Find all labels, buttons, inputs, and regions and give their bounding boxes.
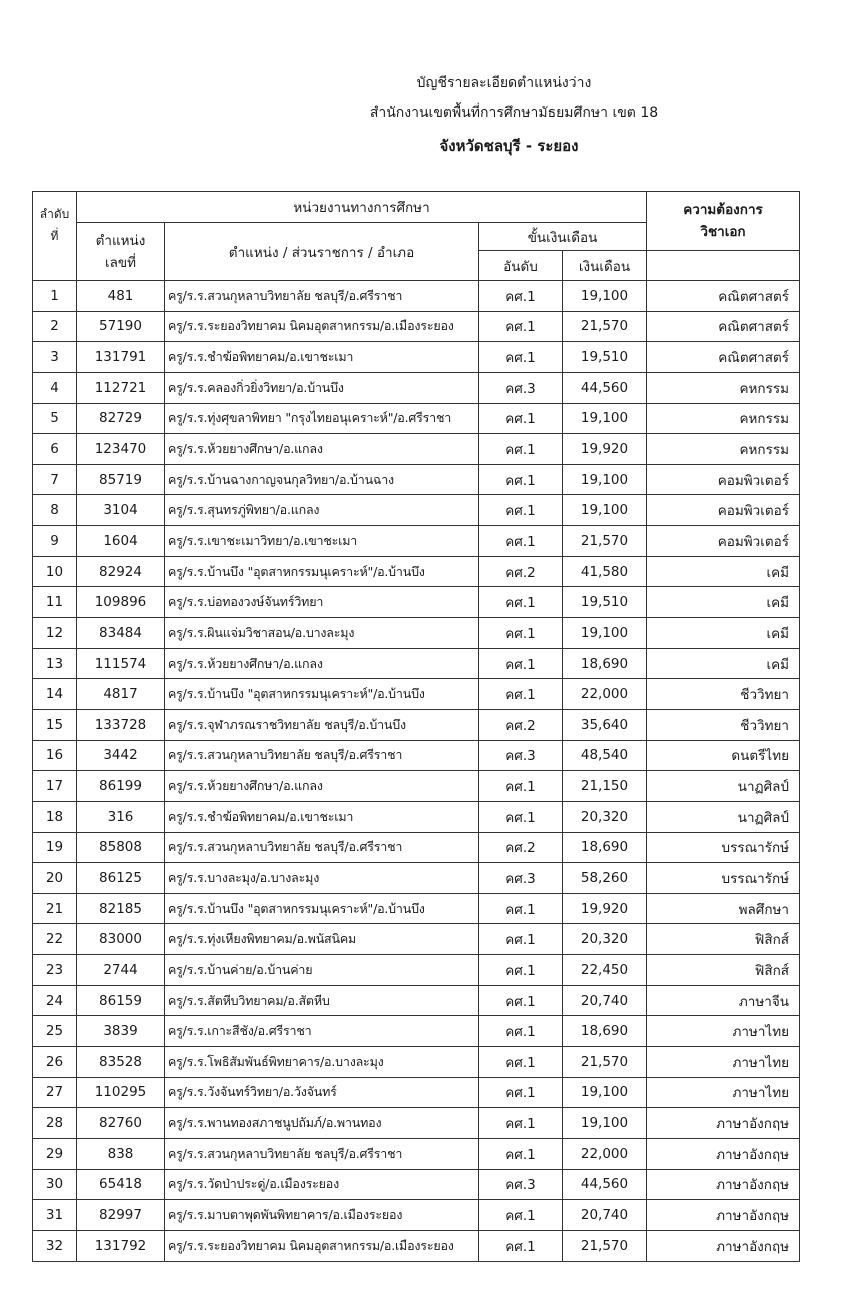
row-rank: คศ.1	[479, 1108, 563, 1139]
header-position-no	[77, 223, 165, 281]
row-position-no: 86199	[77, 771, 165, 802]
row-major: ภาษาอังกฤษ	[647, 1138, 800, 1169]
row-order: 7	[33, 464, 77, 495]
row-major: ภาษาอังกฤษ	[647, 1200, 800, 1231]
row-rank: คศ.1	[479, 281, 563, 312]
row-rank: คศ.2	[479, 832, 563, 863]
row-major: นาฏศิลป์	[647, 771, 800, 802]
row-major: คณิตศาสตร์	[647, 281, 800, 312]
row-order: 27	[33, 1077, 77, 1108]
table-row	[33, 526, 800, 557]
row-position-no: 481	[77, 281, 165, 312]
row-rank: คศ.1	[479, 924, 563, 955]
header-position-unit: ตำแหน่ง / ส่วนราชการ / อำเภอ	[165, 223, 479, 281]
row-position-no: 85808	[77, 832, 165, 863]
row-major: คหกรรม	[647, 403, 800, 434]
row-position-unit: ครู/ร.ร.พานทองสภาชนูปถัมภ์/อ.พานทอง	[165, 1108, 479, 1139]
row-rank: คศ.1	[479, 648, 563, 679]
row-order: 12	[33, 618, 77, 649]
table-row	[33, 342, 800, 373]
row-position-no: 57190	[77, 311, 165, 342]
table-row	[33, 311, 800, 342]
row-rank: คศ.2	[479, 556, 563, 587]
row-position-unit: ครู/ร.ร.บางละมุง/อ.บางละมุง	[165, 863, 479, 894]
table-row	[33, 618, 800, 649]
row-position-no: 131791	[77, 342, 165, 373]
row-position-no: 86159	[77, 985, 165, 1016]
row-order: 10	[33, 556, 77, 587]
row-position-unit: ครู/ร.ร.สวนกุหลาบวิทยาลัย ชลบุรี/อ.ศรีราชา	[165, 1138, 479, 1169]
row-major: ภาษาอังกฤษ	[647, 1108, 800, 1139]
row-position-no: 82760	[77, 1108, 165, 1139]
row-position-unit: ครู/ร.ร.วังจันทร์วิทยา/อ.วังจันทร์	[165, 1077, 479, 1108]
header-rank: อันดับ	[479, 251, 563, 281]
row-order: 9	[33, 526, 77, 557]
row-position-no: 1604	[77, 526, 165, 557]
row-position-unit: ครู/ร.ร.สุนทรภู่พิทยา/อ.แกลง	[165, 495, 479, 526]
header-order	[33, 192, 77, 281]
row-major: คอมพิวเตอร์	[647, 526, 800, 557]
row-rank: คศ.3	[479, 1169, 563, 1200]
row-position-unit: ครู/ร.ร.บ้านฉางกาญจนกุลวิทยา/อ.บ้านฉาง	[165, 464, 479, 495]
row-rank: คศ.1	[479, 1077, 563, 1108]
row-position-no: 131792	[77, 1230, 165, 1261]
table-row	[33, 832, 800, 863]
row-order: 14	[33, 679, 77, 710]
table-row	[33, 679, 800, 710]
row-position-no: 65418	[77, 1169, 165, 1200]
row-rank: คศ.1	[479, 679, 563, 710]
header-position-no-line2: เลขที่	[104, 254, 136, 271]
row-major: คอมพิวเตอร์	[647, 495, 800, 526]
table-row	[33, 587, 800, 618]
row-order: 15	[33, 709, 77, 740]
table-row	[33, 1016, 800, 1047]
row-major: เคมี	[647, 556, 800, 587]
document-province: จังหวัดชลบุรี - ระยอง	[439, 137, 579, 155]
row-salary: 19,100	[563, 464, 647, 495]
row-position-no: 133728	[77, 709, 165, 740]
header-salary-group: ขั้นเงินเดือน	[479, 223, 647, 251]
table-row	[33, 556, 800, 587]
row-position-unit: ครู/ร.ร.สัตหีบวิทยาคม/อ.สัตหีบ	[165, 985, 479, 1016]
row-position-unit: ครู/ร.ร.เกาะสีชัง/อ.ศรีราชา	[165, 1016, 479, 1047]
header-position-no-line1: ตำแหน่ง	[95, 232, 146, 249]
row-rank: คศ.1	[479, 893, 563, 924]
row-major: คณิตศาสตร์	[647, 342, 800, 373]
row-position-unit: ครู/ร.ร.จุฬาภรณราชวิทยาลัย ชลบุรี/อ.บ้านบึง	[165, 709, 479, 740]
row-order: 28	[33, 1108, 77, 1139]
table-row	[33, 893, 800, 924]
row-major: เคมี	[647, 648, 800, 679]
table-row	[33, 1047, 800, 1078]
row-position-no: 112721	[77, 372, 165, 403]
row-position-unit: ครู/ร.ร.วัดป่าประดู่/อ.เมืองระยอง	[165, 1169, 479, 1200]
table-row	[33, 1169, 800, 1200]
table-row	[33, 955, 800, 986]
row-rank: คศ.3	[479, 863, 563, 894]
row-order: 16	[33, 740, 77, 771]
row-major: ภาษาไทย	[647, 1016, 800, 1047]
table-row	[33, 709, 800, 740]
row-position-unit: ครู/ร.ร.บ้านบึง "อุตสาหกรรมนุเคราะห์"/อ.บ้านบึง	[165, 893, 479, 924]
row-position-no: 316	[77, 801, 165, 832]
row-salary: 20,740	[563, 1200, 647, 1231]
row-position-unit: ครู/ร.ร.บ้านบึง "อุตสาหกรรมนุเคราะห์"/อ.บ้านบึง	[165, 679, 479, 710]
row-salary: 20,740	[563, 985, 647, 1016]
row-salary: 41,580	[563, 556, 647, 587]
header-requirement	[647, 192, 800, 251]
row-major: นาฏศิลป์	[647, 801, 800, 832]
row-position-no: 3839	[77, 1016, 165, 1047]
row-order: 24	[33, 985, 77, 1016]
document-subtitle: สำนักงานเขตพื้นที่การศึกษามัธยมศึกษา เขต 18	[369, 105, 659, 121]
row-position-no: 82924	[77, 556, 165, 587]
row-salary: 19,100	[563, 1108, 647, 1139]
row-salary: 19,510	[563, 342, 647, 373]
row-order: 18	[33, 801, 77, 832]
row-major: คณิตศาสตร์	[647, 311, 800, 342]
row-position-unit: ครู/ร.ร.บ้านค่าย/อ.บ้านค่าย	[165, 955, 479, 986]
row-position-no: 3442	[77, 740, 165, 771]
row-major: คหกรรม	[647, 434, 800, 465]
row-salary: 18,690	[563, 648, 647, 679]
table-row	[33, 985, 800, 1016]
table-row	[33, 924, 800, 955]
header-agency: หน่วยงานทางการศึกษา	[77, 192, 647, 223]
row-salary: 19,100	[563, 281, 647, 312]
row-major: ฟิสิกส์	[647, 955, 800, 986]
row-position-no: 86125	[77, 863, 165, 894]
row-salary: 21,570	[563, 311, 647, 342]
table-row	[33, 372, 800, 403]
row-major: เคมี	[647, 618, 800, 649]
row-order: 4	[33, 372, 77, 403]
row-position-no: 83000	[77, 924, 165, 955]
row-salary: 18,690	[563, 832, 647, 863]
row-rank: คศ.1	[479, 801, 563, 832]
row-order: 19	[33, 832, 77, 863]
row-major: ภาษาไทย	[647, 1047, 800, 1078]
row-major: ภาษาจีน	[647, 985, 800, 1016]
row-rank: คศ.1	[479, 526, 563, 557]
row-order: 23	[33, 955, 77, 986]
header-order-line2: ที่	[50, 229, 59, 243]
row-salary: 19,920	[563, 434, 647, 465]
row-salary: 22,000	[563, 679, 647, 710]
table-row	[33, 648, 800, 679]
row-salary: 19,100	[563, 495, 647, 526]
row-order: 17	[33, 771, 77, 802]
row-position-no: 83484	[77, 618, 165, 649]
row-position-unit: ครู/ร.ร.บ่อทองวงษ์จันทร์วิทยา	[165, 587, 479, 618]
row-rank: คศ.1	[479, 587, 563, 618]
row-position-unit: ครู/ร.ร.สวนกุหลาบวิทยาลัย ชลบุรี/อ.ศรีราชา	[165, 281, 479, 312]
row-rank: คศ.1	[479, 1016, 563, 1047]
row-rank: คศ.1	[479, 618, 563, 649]
row-rank: คศ.1	[479, 311, 563, 342]
row-salary: 18,690	[563, 1016, 647, 1047]
row-rank: คศ.1	[479, 403, 563, 434]
row-rank: คศ.1	[479, 495, 563, 526]
row-order: 1	[33, 281, 77, 312]
row-salary: 21,570	[563, 1230, 647, 1261]
row-position-unit: ครู/ร.ร.ระยองวิทยาคม นิคมอุตสาหกรรม/อ.เมืองระยอง	[165, 311, 479, 342]
row-salary: 21,570	[563, 1047, 647, 1078]
row-position-no: 85719	[77, 464, 165, 495]
row-order: 6	[33, 434, 77, 465]
row-order: 11	[33, 587, 77, 618]
table-row	[33, 464, 800, 495]
row-position-unit: ครู/ร.ร.ทุ่งเหียงพิทยาคม/อ.พนัสนิคม	[165, 924, 479, 955]
row-rank: คศ.1	[479, 1138, 563, 1169]
header-order-line1: ลำดับ	[39, 207, 70, 221]
row-rank: คศ.1	[479, 1200, 563, 1231]
table-row	[33, 1230, 800, 1261]
row-rank: คศ.2	[479, 709, 563, 740]
row-position-unit: ครู/ร.ร.ห้วยยางศึกษา/อ.แกลง	[165, 648, 479, 679]
row-salary: 35,640	[563, 709, 647, 740]
row-order: 32	[33, 1230, 77, 1261]
table-row	[33, 1108, 800, 1139]
row-position-no: 82729	[77, 403, 165, 434]
row-position-unit: ครู/ร.ร.เขาชะเมาวิทยา/อ.เขาชะเมา	[165, 526, 479, 557]
row-position-no: 82185	[77, 893, 165, 924]
row-rank: คศ.1	[479, 955, 563, 986]
row-major: บรรณารักษ์	[647, 863, 800, 894]
row-order: 30	[33, 1169, 77, 1200]
row-rank: คศ.1	[479, 434, 563, 465]
row-position-no: 3104	[77, 495, 165, 526]
row-position-no: 83528	[77, 1047, 165, 1078]
table-row	[33, 434, 800, 465]
row-rank: คศ.3	[479, 740, 563, 771]
row-position-no: 109896	[77, 587, 165, 618]
table-row	[33, 1138, 800, 1169]
row-major: ชีววิทยา	[647, 679, 800, 710]
row-salary: 19,100	[563, 403, 647, 434]
row-position-unit: ครู/ร.ร.ชำฆ้อพิทยาคม/อ.เขาชะเมา	[165, 342, 479, 373]
row-order: 3	[33, 342, 77, 373]
header-requirement-line1: ความต้องการ	[683, 202, 763, 218]
row-order: 2	[33, 311, 77, 342]
row-position-no: 111574	[77, 648, 165, 679]
table-row	[33, 801, 800, 832]
row-salary: 21,570	[563, 526, 647, 557]
row-order: 29	[33, 1138, 77, 1169]
document-title: บัญชีรายละเอียดตำแหน่งว่าง	[416, 75, 592, 91]
row-position-no: 110295	[77, 1077, 165, 1108]
row-position-unit: ครู/ร.ร.สวนกุหลาบวิทยาลัย ชลบุรี/อ.ศรีราชา	[165, 832, 479, 863]
row-salary: 44,560	[563, 372, 647, 403]
row-salary: 20,320	[563, 924, 647, 955]
row-salary: 21,150	[563, 771, 647, 802]
row-rank: คศ.1	[479, 342, 563, 373]
row-rank: คศ.1	[479, 1230, 563, 1261]
row-rank: คศ.1	[479, 1047, 563, 1078]
row-order: 5	[33, 403, 77, 434]
row-position-unit: ครู/ร.ร.ระยองวิทยาคม นิคมอุตสาหกรรม/อ.เมืองระยอง	[165, 1230, 479, 1261]
header-salary: เงินเดือน	[563, 251, 647, 281]
row-position-no: 4817	[77, 679, 165, 710]
row-order: 26	[33, 1047, 77, 1078]
row-position-no: 82997	[77, 1200, 165, 1231]
row-order: 8	[33, 495, 77, 526]
row-position-unit: ครู/ร.ร.ทุ่งศุขลาพิทยา "กรุงไทยอนุเคราะห์"/อ.ศรีราชา	[165, 403, 479, 434]
row-position-unit: ครู/ร.ร.ผินแจ่มวิชาสอน/อ.บางละมุง	[165, 618, 479, 649]
row-major: ภาษาอังกฤษ	[647, 1230, 800, 1261]
row-major: บรรณารักษ์	[647, 832, 800, 863]
row-salary: 48,540	[563, 740, 647, 771]
table-row	[33, 1200, 800, 1231]
row-salary: 20,320	[563, 801, 647, 832]
row-major: เคมี	[647, 587, 800, 618]
table-row	[33, 863, 800, 894]
row-salary: 44,560	[563, 1169, 647, 1200]
row-position-unit: ครู/ร.ร.สวนกุหลาบวิทยาลัย ชลบุรี/อ.ศรีราชา	[165, 740, 479, 771]
header-requirement-line2: วิชาเอก	[700, 224, 746, 240]
row-position-unit: ครู/ร.ร.ห้วยยางศึกษา/อ.แกลง	[165, 434, 479, 465]
row-salary: 19,100	[563, 618, 647, 649]
table-row	[33, 281, 800, 312]
table-row	[33, 771, 800, 802]
row-major: ดนตรีไทย	[647, 740, 800, 771]
row-rank: คศ.1	[479, 464, 563, 495]
row-order: 31	[33, 1200, 77, 1231]
row-position-unit: ครู/ร.ร.โพธิสัมพันธ์พิทยาคาร/อ.บางละมุง	[165, 1047, 479, 1078]
row-position-no: 838	[77, 1138, 165, 1169]
row-salary: 19,920	[563, 893, 647, 924]
row-order: 22	[33, 924, 77, 955]
table-row	[33, 495, 800, 526]
row-rank: คศ.1	[479, 771, 563, 802]
row-salary: 19,510	[563, 587, 647, 618]
row-position-unit: ครู/ร.ร.บ้านบึง "อุตสาหกรรมนุเคราะห์"/อ.บ้านบึง	[165, 556, 479, 587]
row-order: 25	[33, 1016, 77, 1047]
row-position-unit: ครู/ร.ร.ชำฆ้อพิทยาคม/อ.เขาชะเมา	[165, 801, 479, 832]
row-major: ชีววิทยา	[647, 709, 800, 740]
row-salary: 22,000	[563, 1138, 647, 1169]
table-row	[33, 740, 800, 771]
row-major: ภาษาอังกฤษ	[647, 1169, 800, 1200]
row-major: คอมพิวเตอร์	[647, 464, 800, 495]
row-major: คหกรรม	[647, 372, 800, 403]
row-salary: 22,450	[563, 955, 647, 986]
row-order: 13	[33, 648, 77, 679]
row-order: 21	[33, 893, 77, 924]
vacancy-table	[32, 191, 800, 1262]
row-order: 20	[33, 863, 77, 894]
table-row	[33, 1077, 800, 1108]
row-position-unit: ครู/ร.ร.มาบตาพุดพันพิทยาคาร/อ.เมืองระยอง	[165, 1200, 479, 1231]
row-major: ฟิสิกส์	[647, 924, 800, 955]
row-salary: 19,100	[563, 1077, 647, 1108]
row-position-no: 2744	[77, 955, 165, 986]
row-position-unit: ครู/ร.ร.คลองกิ่วยิ่งวิทยา/อ.บ้านบึง	[165, 372, 479, 403]
row-position-unit: ครู/ร.ร.ห้วยยางศึกษา/อ.แกลง	[165, 771, 479, 802]
row-salary: 58,260	[563, 863, 647, 894]
row-major: พลศึกษา	[647, 893, 800, 924]
header-requirement-blank	[647, 251, 800, 281]
table-row	[33, 403, 800, 434]
row-major: ภาษาไทย	[647, 1077, 800, 1108]
row-rank: คศ.1	[479, 985, 563, 1016]
vacancy-rows	[33, 281, 800, 1262]
row-rank: คศ.3	[479, 372, 563, 403]
row-position-no: 123470	[77, 434, 165, 465]
